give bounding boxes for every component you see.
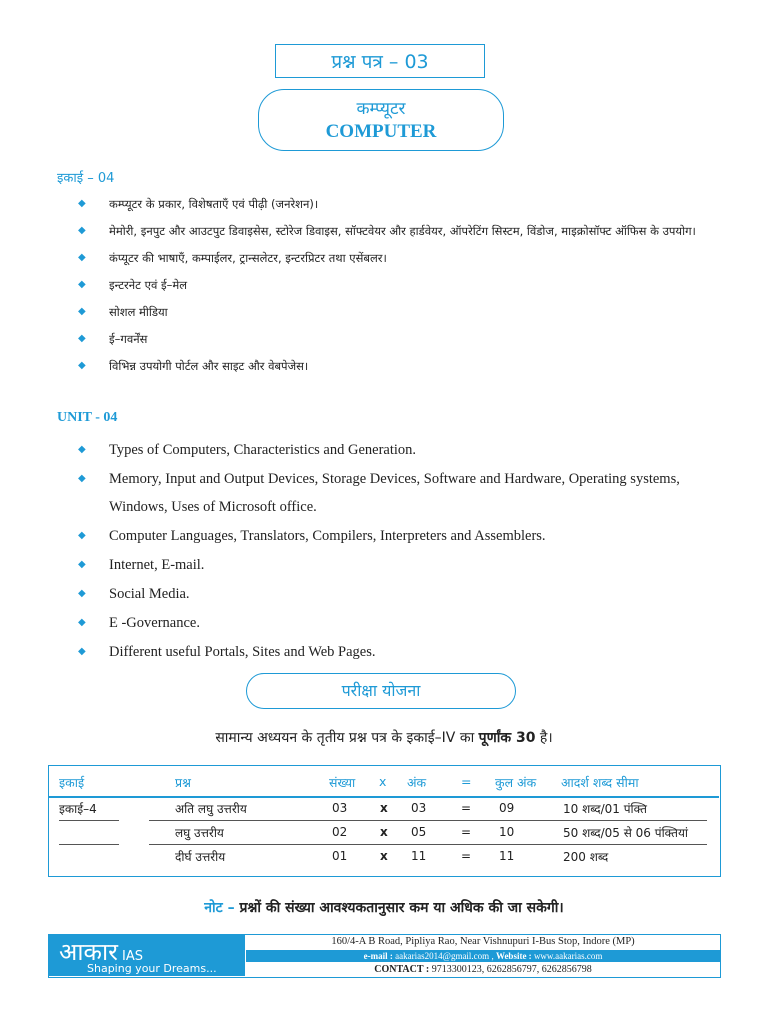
website-link[interactable]: www.aakarias.com: [533, 951, 603, 961]
brand-name: आकार IAS: [59, 938, 143, 966]
bullet-icon: ◆: [78, 333, 86, 344]
row-divider: [59, 844, 119, 845]
brand-tagline: Shaping your Dreams...: [87, 962, 217, 975]
table-cell: 11: [411, 849, 427, 863]
table-header: =: [461, 774, 472, 789]
paper-title: प्रश्न पत्र – 03: [275, 44, 485, 78]
list-item: ◆ Social Media.: [76, 580, 720, 608]
table-cell: 05: [411, 825, 427, 839]
list-item: ◆ Types of Computers, Characteristics and Generation.: [76, 436, 720, 464]
table-cell: 10: [499, 825, 515, 839]
bullet-icon: ◆: [78, 646, 86, 657]
table-cell: =: [461, 849, 472, 863]
row-divider: [149, 820, 707, 821]
list-item: ◆ E -Governance.: [76, 609, 720, 637]
exam-plan-title: परीक्षा योजना: [246, 673, 516, 709]
table-cell: 01: [332, 849, 348, 863]
table-header: आदर्श शब्द सीमा: [561, 775, 639, 790]
unit-list-hindi: [76, 193, 720, 382]
table-cell: इकाई–4: [59, 802, 97, 816]
list-item: ◆ ई–गवर्नेंस: [76, 328, 720, 350]
table-header: कुल अंक: [495, 775, 537, 790]
bullet-icon: ◆: [78, 306, 86, 317]
list-item: ◆ कम्प्यूटर के प्रकार, विशेषताएँ एवं पीढ़ी (जनरेशन)।: [76, 193, 720, 215]
email-link[interactable]: aakarias2014@gmail.com: [395, 951, 490, 961]
bullet-icon: ◆: [78, 252, 86, 263]
table-cell: 11: [499, 849, 515, 863]
table-cell: x: [380, 801, 388, 815]
bullet-icon: ◆: [78, 617, 86, 628]
bullet-icon: ◆: [78, 279, 86, 290]
row-divider: [149, 844, 707, 845]
table-cell: दीर्घ उत्तरीय: [175, 850, 226, 864]
footer-contact: CONTACT : 9713300123, 6262856797, 6262856798: [374, 964, 592, 975]
subject-title-box: [258, 89, 504, 151]
exam-plan-intro: सामान्य अध्ययन के तृतीय प्रश्न पत्र के इकाई–IV का पूर्णांक 30 है।: [215, 730, 553, 746]
bullet-icon: ◆: [78, 444, 86, 455]
brand-logo: [49, 935, 245, 976]
bullet-icon: ◆: [78, 559, 86, 570]
table-cell: 03: [332, 801, 348, 815]
bullet-icon: ◆: [78, 360, 86, 371]
bullet-icon: ◆: [78, 473, 86, 484]
list-item: ◆ Internet, E-mail.: [76, 551, 720, 579]
note-label: नोट –: [204, 900, 235, 916]
brand-suffix: IAS: [122, 949, 143, 964]
list-item: ◆ Memory, Input and Output Devices, Storage Devices, Software and Hardware, Operating systems, Windows, Uses of Microsoft office.: [76, 465, 720, 521]
table-cell: 50 शब्द/05 से 06 पंक्तियां: [563, 826, 689, 840]
table-header: इकाई: [59, 775, 85, 790]
table-cell: अति लघु उत्तरीय: [175, 802, 247, 816]
exam-scheme-table: [48, 765, 721, 877]
list-item: ◆ कंप्यूटर की भाषाएँ, कम्पाईलर, ट्रान्सलेटर, इन्टरप्रिटर तथा एसेंबलर।: [76, 247, 720, 269]
note: [0, 898, 768, 917]
table-cell: लघु उत्तरीय: [175, 826, 224, 840]
table-cell: 09: [499, 801, 515, 815]
row-divider: [59, 820, 119, 821]
bullet-icon: ◆: [78, 225, 86, 236]
table-header: संख्या: [329, 775, 356, 790]
unit-heading-hindi: इकाई – 04: [57, 171, 115, 186]
table-cell: 10 शब्द/01 पंक्ति: [563, 802, 647, 816]
unit-heading-english: UNIT - 04: [57, 410, 118, 425]
footer-address: 160/4-A B Road, Pipliya Rao, Near Vishnupuri I-Bus Stop, Indore (MP): [331, 936, 635, 947]
table-cell: 02: [332, 825, 348, 839]
footer: [48, 934, 721, 978]
list-item: ◆ सोशल मीडिया: [76, 301, 720, 323]
table-header: x: [379, 774, 387, 789]
table-cell: =: [461, 801, 472, 815]
table-cell: 03: [411, 801, 427, 815]
table-cell: =: [461, 825, 472, 839]
table-header: प्रश्न: [175, 775, 191, 790]
header-divider: [49, 796, 719, 798]
table-cell: x: [380, 849, 388, 863]
list-item: ◆ मेमोरी, इनपुट और आउटपुट डिवाइसेस, स्टोरेज डिवाइस, सॉफ्टवेयर और हार्डवेयर, ऑपरेटिंग सिस्टम, विंडोज, माइक्रोसॉफ्ट ऑफिस के उपयोग।: [76, 220, 720, 242]
bullet-icon: ◆: [78, 198, 86, 209]
table-cell: x: [380, 825, 388, 839]
list-item: ◆ Different useful Portals, Sites and Web Pages.: [76, 638, 720, 666]
footer-email-website: e-mail : aakarias2014@gmail.com , Website : www.aakarias.com: [246, 950, 720, 962]
subject-title-english: COMPUTER: [325, 121, 437, 142]
list-item: ◆ Computer Languages, Translators, Compilers, Interpreters and Assemblers.: [76, 522, 720, 550]
total-marks: पूर्णांक 30: [478, 730, 536, 746]
subject-title-hindi: कम्प्यूटर: [356, 99, 406, 119]
unit-list-english: [76, 436, 720, 667]
bullet-icon: ◆: [78, 530, 86, 541]
list-item: ◆ विभिन्न उपयोगी पोर्टल और साइट और वेबपेजेस।: [76, 355, 720, 377]
table-cell: 200 शब्द: [563, 850, 609, 864]
note-text: प्रश्नों की संख्या आवश्यकतानुसार कम या अधिक की जा सकेगी।: [234, 900, 564, 916]
bullet-icon: ◆: [78, 588, 86, 599]
table-header: अंक: [407, 775, 427, 790]
list-item: ◆ इन्टरनेट एवं ई–मेल: [76, 274, 720, 296]
